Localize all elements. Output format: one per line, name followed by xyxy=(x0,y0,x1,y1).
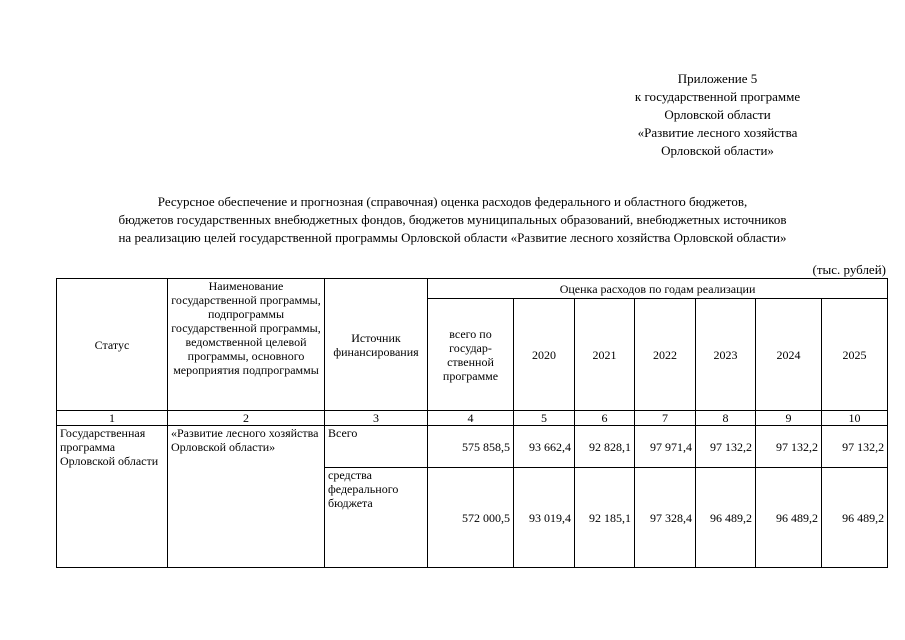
header-status: Статус xyxy=(57,279,168,411)
header-name: Наименование государственной программы, подпрограммы государственной программы, ведомственной целевой программы, основного мероприятия подпрограммы xyxy=(168,279,325,411)
header-year: 2021 xyxy=(575,299,635,411)
column-index: 1 xyxy=(57,411,168,426)
row-value: 93 019,4 xyxy=(514,468,575,568)
appendix-line: «Развитие лесного хозяйства xyxy=(637,125,798,140)
appendix-header xyxy=(600,70,835,160)
appendix-line: к государственной программе xyxy=(634,89,801,104)
column-index-row xyxy=(57,411,888,426)
column-index: 2 xyxy=(168,411,325,426)
row-value: 96 489,2 xyxy=(756,468,822,568)
appendix-line: Орловской области xyxy=(664,107,771,122)
row-value: 92 828,1 xyxy=(575,426,635,468)
header-year: 2023 xyxy=(696,299,756,411)
row-status: Государственная программа Орловской области xyxy=(57,426,168,568)
table-row xyxy=(57,426,888,468)
row-name: «Развитие лесного хозяйства Орловской области» xyxy=(168,426,325,568)
column-index: 4 xyxy=(428,411,514,426)
row-value: 572 000,5 xyxy=(428,468,514,568)
row-source: Всего xyxy=(325,426,428,468)
row-value: 96 489,2 xyxy=(696,468,756,568)
title-line: на реализацию целей государственной программы Орловской области «Развитие лесного хозяйства Орловской области» xyxy=(118,230,787,245)
appendix-line: Орловской области» xyxy=(661,143,774,158)
header-year: 2024 xyxy=(756,299,822,411)
column-index: 8 xyxy=(696,411,756,426)
header-total: всего по государ-ственной программе xyxy=(428,299,514,411)
title-line: Ресурсное обеспечение и прогнозная (справочная) оценка расходов федерального и областного бюджетов, xyxy=(157,194,748,209)
column-index: 3 xyxy=(325,411,428,426)
row-value: 96 489,2 xyxy=(822,468,888,568)
header-year: 2025 xyxy=(822,299,888,411)
header-year: 2022 xyxy=(635,299,696,411)
header-year: 2020 xyxy=(514,299,575,411)
header-estimate: Оценка расходов по годам реализации xyxy=(428,279,888,299)
row-value: 93 662,4 xyxy=(514,426,575,468)
row-value: 575 858,5 xyxy=(428,426,514,468)
column-index: 7 xyxy=(635,411,696,426)
row-value: 97 132,2 xyxy=(756,426,822,468)
row-value: 97 328,4 xyxy=(635,468,696,568)
title-line: бюджетов государственных внебюджетных фондов, бюджетов муниципальных образований, внебюджетных источников xyxy=(118,212,787,227)
row-value: 92 185,1 xyxy=(575,468,635,568)
row-source: средства федерального бюджета xyxy=(325,468,428,568)
column-index: 5 xyxy=(514,411,575,426)
column-index: 9 xyxy=(756,411,822,426)
budget-table xyxy=(56,278,888,568)
column-index: 10 xyxy=(822,411,888,426)
units-label: (тыс. рублей) xyxy=(812,262,886,277)
document-title xyxy=(30,193,875,247)
row-value: 97 971,4 xyxy=(635,426,696,468)
row-value: 97 132,2 xyxy=(822,426,888,468)
row-value: 97 132,2 xyxy=(696,426,756,468)
column-index: 6 xyxy=(575,411,635,426)
header-source: Источник финансирования xyxy=(325,279,428,411)
appendix-line: Приложение 5 xyxy=(677,71,758,86)
